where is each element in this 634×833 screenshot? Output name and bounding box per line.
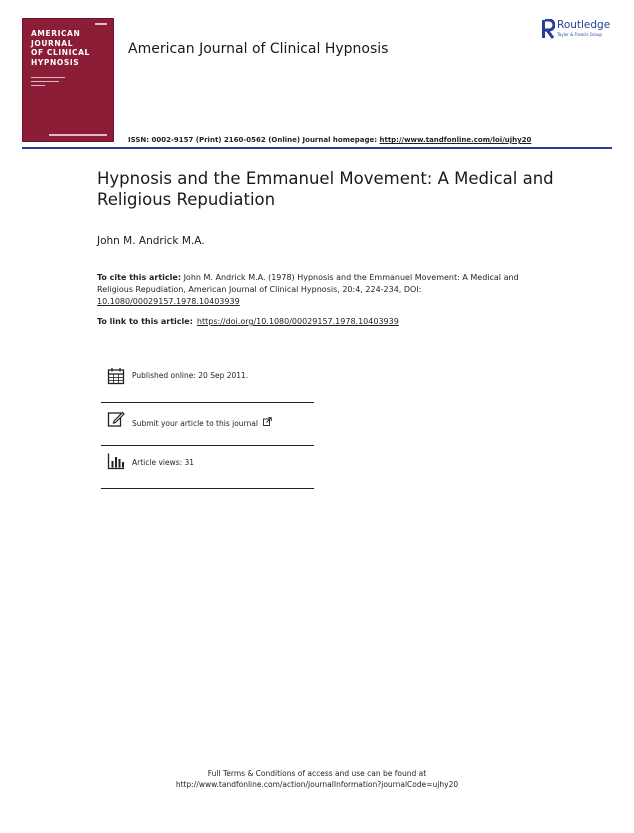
- article-views-text: Article views: 31: [132, 458, 195, 467]
- citation-label: To cite this article:: [97, 273, 182, 282]
- cover-decoration: [31, 81, 59, 82]
- publisher-logo[interactable]: [540, 19, 620, 41]
- cover-decoration: [49, 134, 107, 136]
- cover-decoration: [31, 77, 65, 78]
- cover-title-line: HYPNOSIS: [31, 57, 80, 67]
- cover-title: [31, 29, 111, 67]
- article-doi-link[interactable]: https://doi.org/10.1080/00029157.1978.10403939: [196, 317, 399, 326]
- article-link: [97, 317, 399, 326]
- article-views-item: [101, 452, 314, 482]
- published-online-text: Published online: 20 Sep 2011.: [132, 371, 249, 380]
- journal-name[interactable]: American Journal of Clinical Hypnosis: [128, 41, 389, 57]
- footer-terms-link[interactable]: http://www.tandfonline.com/action/journalInformation?journalCode=ujhy20: [175, 780, 459, 789]
- publisher-logo-text: Routledge: [557, 19, 611, 31]
- footer: [0, 768, 634, 790]
- submit-article-text: Submit your article to this journal: [132, 419, 258, 428]
- journal-cover: [22, 18, 114, 142]
- cover-title-line: JOURNAL: [31, 38, 74, 48]
- edit-icon: [107, 410, 125, 428]
- submit-article-item[interactable]: [101, 410, 314, 440]
- cover-decoration: [31, 85, 45, 86]
- author-name: John M. Andrick M.A.: [97, 235, 205, 247]
- link-label: To link to this article:: [97, 317, 193, 326]
- info-divider: [101, 445, 314, 446]
- routledge-logo-icon: [541, 19, 555, 39]
- journal-homepage-link[interactable]: http://www.tandfonline.com/loi/ujhy20: [379, 136, 532, 144]
- header-divider: [22, 147, 612, 149]
- external-link-icon: [263, 417, 272, 426]
- info-divider: [101, 488, 314, 489]
- article-title: Hypnosis and the Emmanuel Movement: A Medical and Religious Repudiation: [97, 169, 554, 209]
- bar-chart-icon: [107, 452, 125, 470]
- cover-title-line: OF CLINICAL: [31, 48, 90, 57]
- cover-decoration: [95, 23, 107, 25]
- calendar-icon: [107, 367, 125, 385]
- citation-text: John M. Andrick M.A. (1978) Hypnosis and the Emmanuel Movement: A Medical and Religious Repudiation, American Journal of Clinical Hypnosis, 20:4, 224-234, DOI:: [97, 273, 519, 294]
- citation: [97, 272, 537, 308]
- submit-article-link[interactable]: [132, 417, 272, 428]
- issn-line: [128, 136, 531, 144]
- publisher-tagline: Taylor & Francis Group: [557, 32, 602, 37]
- footer-terms-text: Full Terms & Conditions of access and use can be found at: [207, 769, 427, 778]
- published-online-item: [101, 367, 314, 397]
- cover-title-line: AMERICAN: [31, 29, 81, 38]
- issn-text: ISSN: 0002-9157 (Print) 2160-0562 (Online) Journal homepage:: [128, 136, 380, 144]
- info-divider: [101, 402, 314, 403]
- citation-doi-link[interactable]: 10.1080/00029157.1978.10403939: [97, 297, 240, 306]
